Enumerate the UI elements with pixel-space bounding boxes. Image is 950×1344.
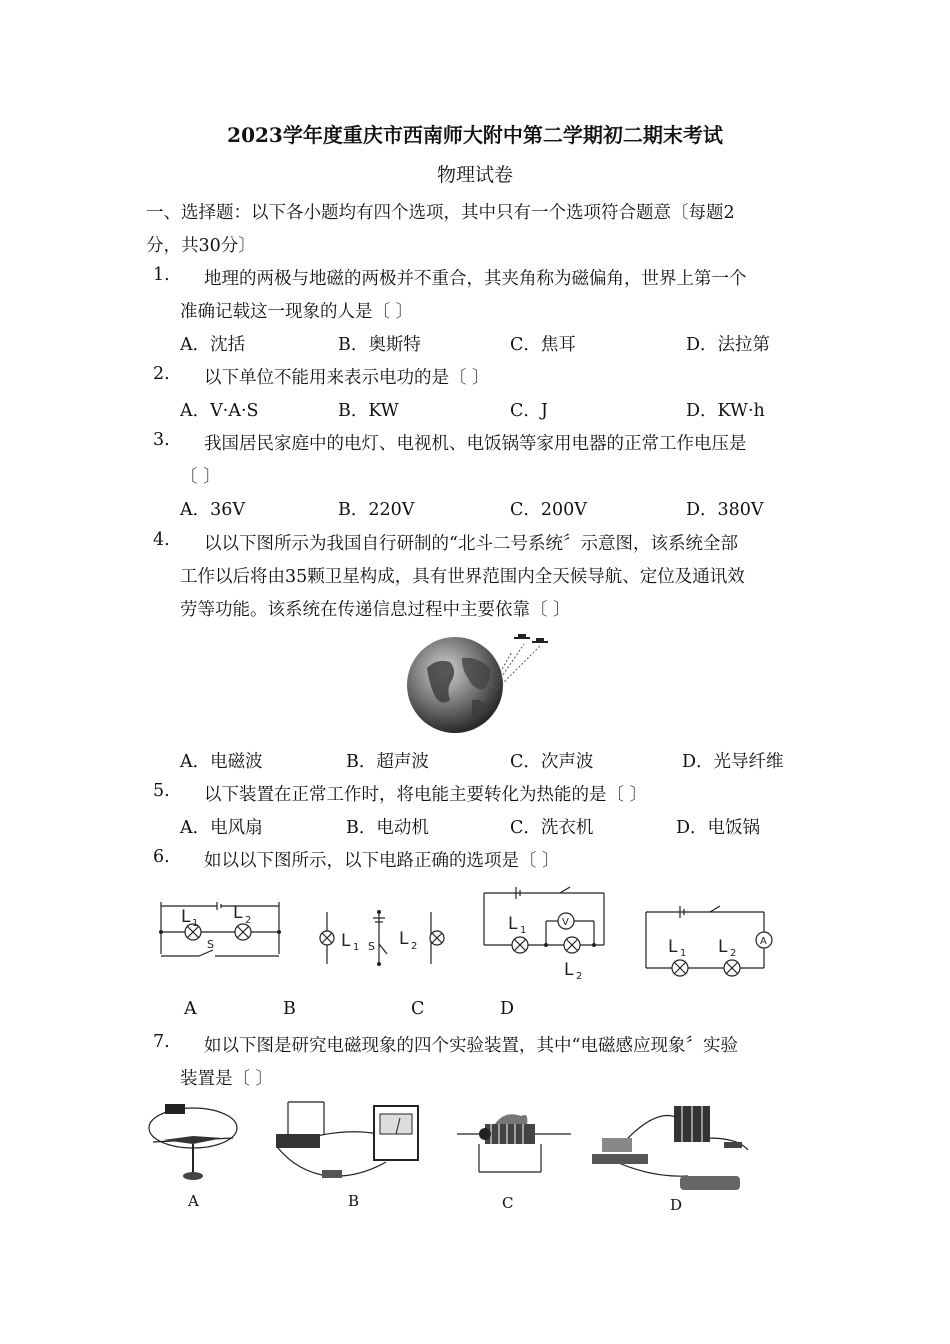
svg-text:L: L <box>718 937 728 957</box>
switch-icon <box>560 887 570 893</box>
option-d: D．380V <box>686 500 764 520</box>
question-text: 工作以后将由35颗卫星构成，具有世界范围内全天候导航、定位及通讯效 <box>180 567 745 587</box>
satellite-icon <box>514 634 530 639</box>
svg-text:L: L <box>399 929 409 949</box>
option-d: D．法拉第 <box>686 335 771 355</box>
question-text: 以以下图所示为我国自行研制的“北斗二号系统〞示意图，该系统全部 <box>204 534 738 554</box>
svg-text:S: S <box>368 940 375 953</box>
option-b: B．220V <box>338 500 415 520</box>
question-number: 5. <box>153 781 170 801</box>
question-text: 如以下图是研究电磁现象的四个实验装置，其中“电磁感应现象〞实验 <box>204 1036 738 1056</box>
figure-label-d: D <box>670 1196 683 1214</box>
svg-text:2: 2 <box>576 971 583 981</box>
option-b: B <box>283 999 296 1019</box>
switch-icon <box>710 906 720 912</box>
switch-icon <box>322 1170 342 1178</box>
option-d: D <box>500 999 515 1019</box>
question-text: 我国居民家庭中的电灯、电视机、电饭锅等家用电器的正常工作电压是 <box>204 434 747 454</box>
globe-icon <box>407 637 503 733</box>
svg-text:V: V <box>562 917 569 928</box>
experiment-figure-b <box>268 1098 428 1190</box>
svg-text:1: 1 <box>520 925 527 936</box>
question-text: 以下装置在正常工作时，将电能主要转化为热能的是〔 〕 <box>204 785 648 805</box>
coil-icon <box>485 1124 535 1144</box>
battery-icon <box>165 1104 185 1114</box>
option-c: C．焦耳 <box>510 335 576 355</box>
switch-icon <box>379 944 387 954</box>
option-c: C．洗衣机 <box>510 818 594 838</box>
svg-text:2: 2 <box>730 948 737 959</box>
question-text: 装置是〔 〕 <box>180 1069 274 1089</box>
question-number: 3. <box>153 430 170 450</box>
magnet-icon <box>276 1134 320 1148</box>
option-d: D．KW·h <box>686 401 765 421</box>
svg-text:L: L <box>181 907 191 927</box>
circuit-diagram-a <box>155 892 285 964</box>
figure-label-a: A <box>188 1192 199 1210</box>
question-text: 劳等功能。该系统在传递信息过程中主要依靠〔 〕 <box>180 600 571 620</box>
question-text: 如以以下图所示，以下电路正确的选项是〔 〕 <box>204 851 560 871</box>
option-b: B．KW <box>338 401 399 421</box>
option-b: B．超声波 <box>346 752 429 772</box>
option-c: C．200V <box>510 500 587 520</box>
rheostat-icon <box>680 1176 740 1190</box>
option-b: B．奥斯特 <box>338 335 421 355</box>
compass-needle-icon <box>163 1136 223 1144</box>
satellite-icon <box>532 638 548 643</box>
experiment-figure-d <box>588 1098 758 1202</box>
option-d: D．电饭锅 <box>676 818 761 838</box>
svg-text:L: L <box>508 914 518 934</box>
question-number: 4. <box>153 530 170 550</box>
svg-text:L: L <box>564 960 574 980</box>
svg-text:1: 1 <box>680 948 687 959</box>
circuit-diagram-d <box>640 902 780 978</box>
circuit-diagram-c <box>480 883 610 981</box>
experiment-figure-a <box>143 1098 243 1188</box>
figure-label-b: B <box>348 1192 360 1210</box>
svg-text:2: 2 <box>411 941 418 952</box>
section-heading-line2: 分，共30分〕 <box>146 236 256 256</box>
option-c: C．次声波 <box>510 752 594 772</box>
question-text: 〔 〕 <box>180 467 221 487</box>
iron-filings-icon <box>495 1114 527 1124</box>
question-text: 准确记载这一现象的人是〔 〕 <box>180 302 414 322</box>
svg-text:1: 1 <box>353 942 360 953</box>
figure-label-c: C <box>502 1194 514 1212</box>
option-d: D．光导纤维 <box>682 752 784 772</box>
option-a: A．沈括 <box>180 335 246 355</box>
option-c: C <box>411 999 425 1019</box>
option-a: A．36V <box>180 500 246 520</box>
question-number: 1. <box>153 265 170 285</box>
option-a: A．电风扇 <box>180 818 263 838</box>
question-number: 2. <box>153 364 170 384</box>
option-b: B．电动机 <box>346 818 429 838</box>
svg-text:2: 2 <box>245 915 252 926</box>
svg-text:L: L <box>233 903 243 923</box>
question-number: 6. <box>153 847 170 867</box>
page-title: 2023学年度重庆市西南师大附中第二学期初二期末考试 <box>227 123 723 147</box>
svg-text:L: L <box>341 931 351 951</box>
svg-text:1: 1 <box>192 918 199 929</box>
page-subtitle: 物理试卷 <box>436 164 513 186</box>
question-text: 地理的两极与地磁的两极并不重合，其夹角称为磁偏角，世界上第一个 <box>204 269 747 289</box>
beidou-globe-figure <box>402 628 562 740</box>
section-heading-line1: 一、选择题：以下各小题均有四个选项，其中只有一个选项符合题意〔每题2 <box>146 203 735 223</box>
option-a: A．电磁波 <box>180 752 263 772</box>
option-a: A．V·A·S <box>180 401 259 421</box>
option-c: C．J <box>510 401 548 421</box>
circuit-diagram-b <box>313 908 453 968</box>
switch-icon <box>724 1142 742 1148</box>
svg-text:L: L <box>668 937 678 957</box>
svg-text:A: A <box>760 936 767 947</box>
magnet-icon <box>602 1138 632 1152</box>
option-a: A <box>184 999 197 1019</box>
svg-text:S: S <box>207 938 214 951</box>
question-number: 7. <box>153 1032 170 1052</box>
experiment-figure-c <box>455 1108 575 1188</box>
question-text: 以下单位不能用来表示电功的是〔 〕 <box>204 368 490 388</box>
